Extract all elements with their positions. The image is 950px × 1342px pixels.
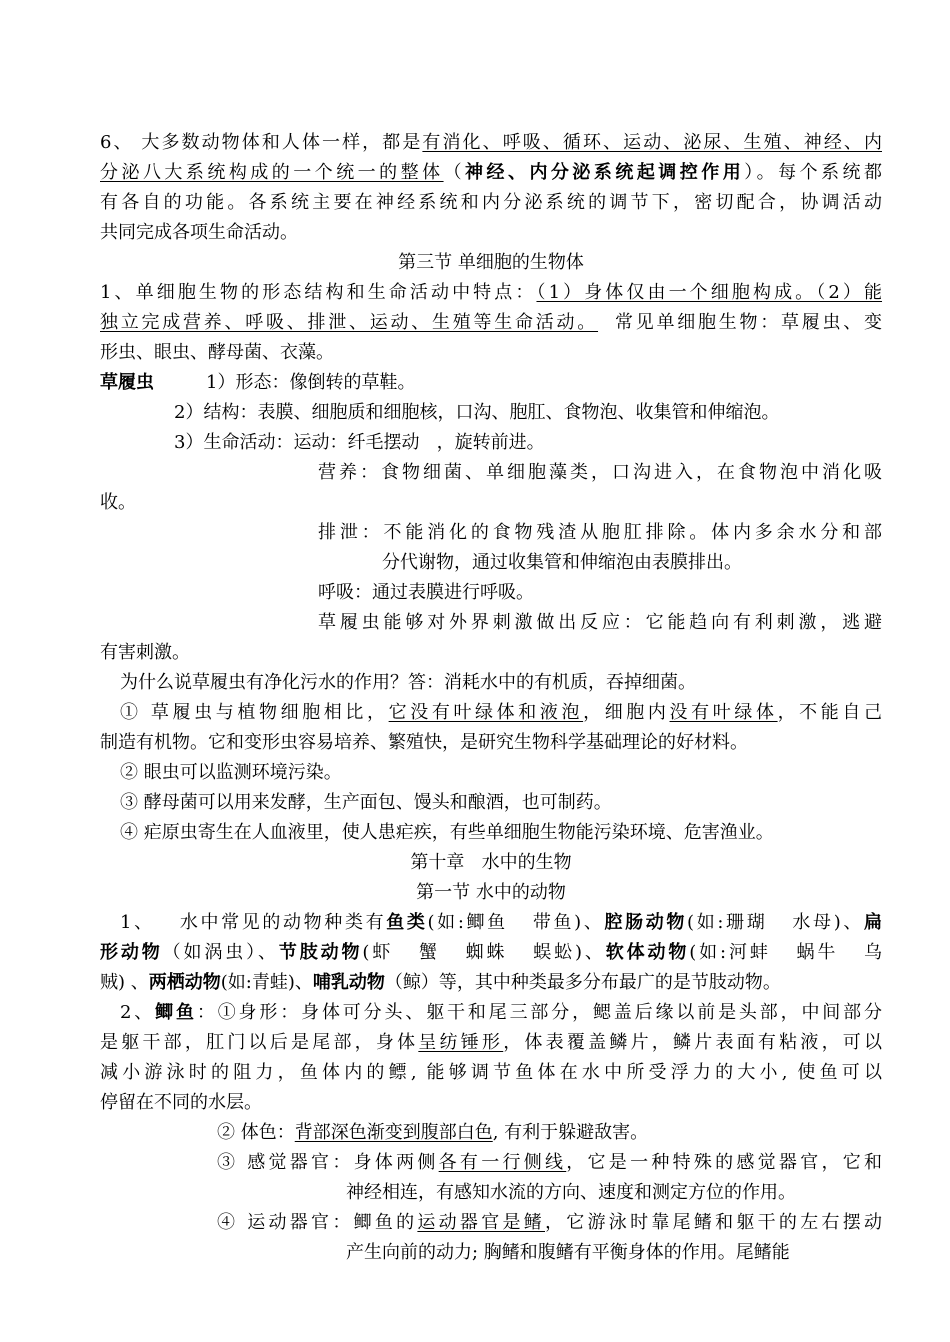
note-1-line-1: ① 草履虫与植物细胞相比，它没有叶绿体和液泡，细胞内没有叶绿体，不能自己 xyxy=(120,702,883,723)
single-cell-line-1: 1、单细胞生物的形态结构和生命活动中特点：（1）身体仅由一个细胞构成。（2）能 xyxy=(100,282,883,303)
carp-line-4: 停留在不同的水层。 xyxy=(100,1092,262,1113)
water-animals-line-2: 形动物（如涡虫）、节肢动物(虾 蟹 蜘蛛 蜈蚣)、软体动物(如:河蚌 蜗牛 乌 xyxy=(100,942,883,963)
water-animals-line-3: 贼) 、两栖动物(如:青蛙)、哺乳动物（鲸）等，其中种类最多分布最广的是节肢动物。 xyxy=(100,972,781,993)
chapter-10-title: 第十章 水中的生物 xyxy=(410,852,572,873)
note-1-line-2: 制造有机物。它和变形虫容易培养、繁殖快，是研究生物科学基础理论的好材料。 xyxy=(100,732,748,753)
carp-sense-2: 神经相连，有感知水流的方向、速度和测定方位的作用。 xyxy=(346,1182,796,1203)
paramecium-response: 草履虫能够对外界刺激做出反应：它能趋向有利刺激，逃避 xyxy=(318,612,882,633)
note-3: ③ 酵母菌可以用来发酵，生产面包、馒头和酿酒，也可制药。 xyxy=(120,792,612,813)
carp-line-1: 2、鲫鱼：①身形：身体可分头、躯干和尾三部分，鳃盖后缘以前是头部，中间部分 xyxy=(120,1002,883,1023)
para-6-line-2: 分泌八大系统构成的一个统一的整体（神经、内分泌系统起调控作用）。每个系统都 xyxy=(100,162,883,183)
single-cell-line-2: 独立完成营养、呼吸、排泄、运动、生殖等生命活动。 常见单细胞生物：草履虫、变 xyxy=(100,312,882,333)
paramecium-respiration: 呼吸：通过表膜进行呼吸。 xyxy=(318,582,534,603)
carp-sense-1: ③ 感觉器官：身体两侧各有一行侧线，它是一种特殊的感觉器官，它和 xyxy=(217,1152,882,1173)
section-3-title: 第三节 单细胞的生物体 xyxy=(398,252,584,273)
paramecium-structure: 2）结构：表膜、细胞质和细胞核，口沟、胞肛、食物泡、收集管和伸缩泡。 xyxy=(174,402,780,423)
carp-motion-1: ④ 运动器官：鲫鱼的运动器官是鳍，它游泳时靠尾鳍和躯干的左右摆动 xyxy=(217,1212,882,1233)
carp-motion-2: 产生向前的动力; 胸鳍和腹鳍有平衡身体的作用。尾鳍能 xyxy=(346,1242,790,1263)
para-6-line-1: 6、 大多数动物体和人体一样，都是有消化、呼吸、循环、运动、泌尿、生殖、神经、内 xyxy=(100,132,882,153)
paramecium-life: 3）生命活动：运动：纤毛摆动 ，旋转前进。 xyxy=(174,432,545,453)
paramecium-excretion-1: 排泄：不能消化的食物残渣从胞肛排除。体内多余水分和部 xyxy=(318,522,882,543)
section-1-title: 第一节 水中的动物 xyxy=(416,882,566,903)
carp-line-2: 是躯干部，肛门以后是尾部，身体呈纺锤形，体表覆盖鳞片，鳞片表面有粘液，可以 xyxy=(100,1032,883,1053)
paramecium-excretion-2: 分代谢物，通过收集管和伸缩泡由表膜排出。 xyxy=(382,552,742,573)
paramecium-nutrition: 营养：食物细菌、单细胞藻类，口沟进入，在食物泡中消化吸 xyxy=(318,462,882,483)
paramecium-shape: 草履虫 1）形态：像倒转的草鞋。 xyxy=(100,372,416,393)
single-cell-line-3: 形虫、眼虫、酵母菌、衣藻。 xyxy=(100,342,334,363)
paramecium-nutrition-cont: 收。 xyxy=(100,492,136,513)
carp-color: ② 体色：背部深色渐变到腹部白色, 有利于躲避敌害。 xyxy=(217,1122,649,1143)
para-6-line-3: 有各自的功能。各系统主要在神经系统和内分泌系统的调节下，密切配合，协调活动 xyxy=(100,192,882,213)
note-2: ② 眼虫可以监测环境污染。 xyxy=(120,762,342,783)
para-6-line-4: 共同完成各项生命活动。 xyxy=(100,222,298,243)
document-page xyxy=(100,128,882,1268)
paramecium-response-cont: 有害刺激。 xyxy=(100,642,190,663)
carp-line-3: 减小游泳时的阻力，鱼体内的鳔, 能够调节鱼体在水中所受浮力的大小, 使鱼可以 xyxy=(100,1062,882,1083)
water-animals-line-1: 1、 水中常见的动物种类有鱼类(如:鲫鱼 带鱼)、腔肠动物(如:珊瑚 水母)、扁 xyxy=(120,912,883,933)
qa-line: 为什么说草履虫有净化污水的作用？答：消耗水中的有机质，吞掉细菌。 xyxy=(120,672,696,693)
note-4: ④ 疟原虫寄生在人血液里，使人患疟疾，有些单细胞生物能污染环境、危害渔业。 xyxy=(120,822,774,843)
